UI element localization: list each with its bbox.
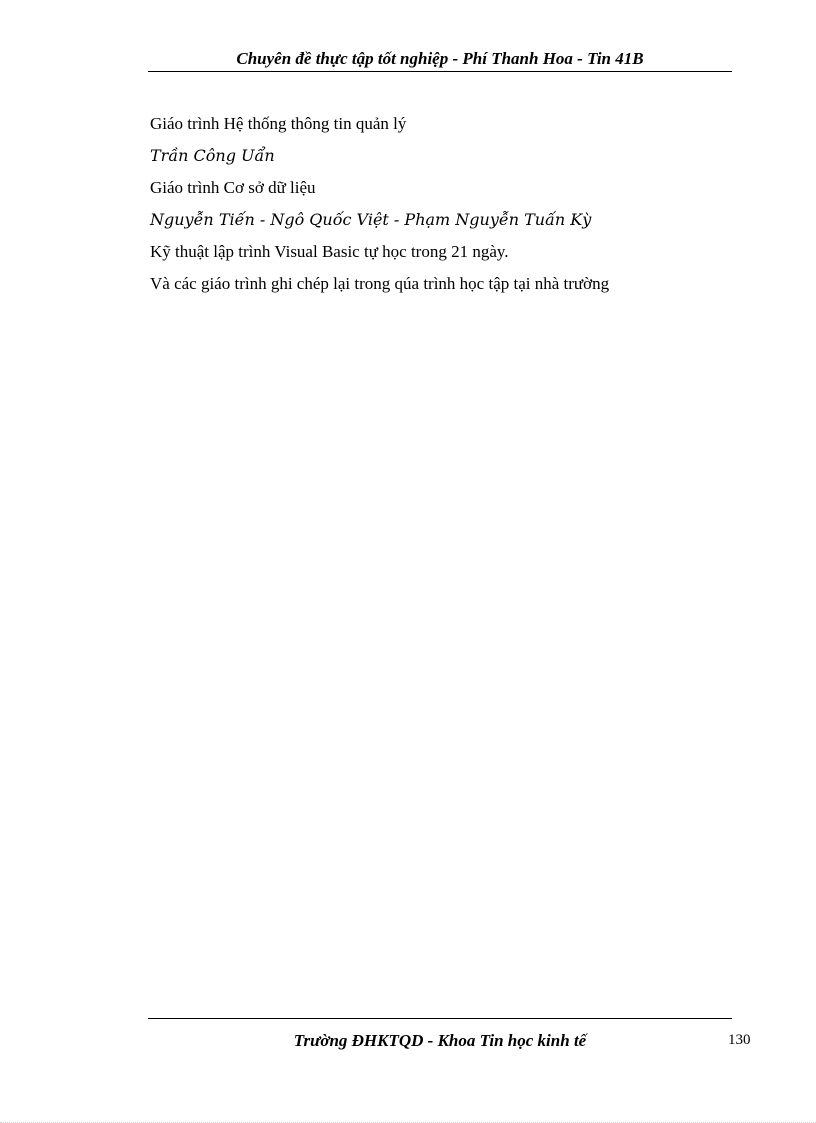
reference-title: Kỹ thuật lập trình Visual Basic tự học trong 21 ngày. bbox=[150, 242, 509, 261]
reference-note: Và các giáo trình ghi chép lại trong qúa trình học tập tại nhà trường bbox=[150, 274, 610, 293]
footer-divider bbox=[148, 1018, 732, 1019]
reference-author: Trần Công Uẩn bbox=[150, 146, 275, 165]
page-number: 130 bbox=[728, 1032, 751, 1048]
reference-title: Giáo trình Hệ thống thông tin quản lý bbox=[150, 114, 407, 133]
page-footer-title: Trường ĐHKTQD - Khoa Tin học kinh tế bbox=[293, 1031, 587, 1050]
reference-author: Nguyễn Tiến - Ngô Quốc Việt - Phạm Nguyễn Tuấn Kỳ bbox=[150, 210, 592, 229]
reference-list bbox=[150, 108, 730, 300]
reference-title: Giáo trình Cơ sở dữ liệu bbox=[150, 178, 316, 197]
page-header-title: Chuyên đề thực tập tốt nghiệp - Phí Thanh Hoa - Tin 41B bbox=[236, 49, 644, 68]
header-divider bbox=[148, 71, 732, 72]
